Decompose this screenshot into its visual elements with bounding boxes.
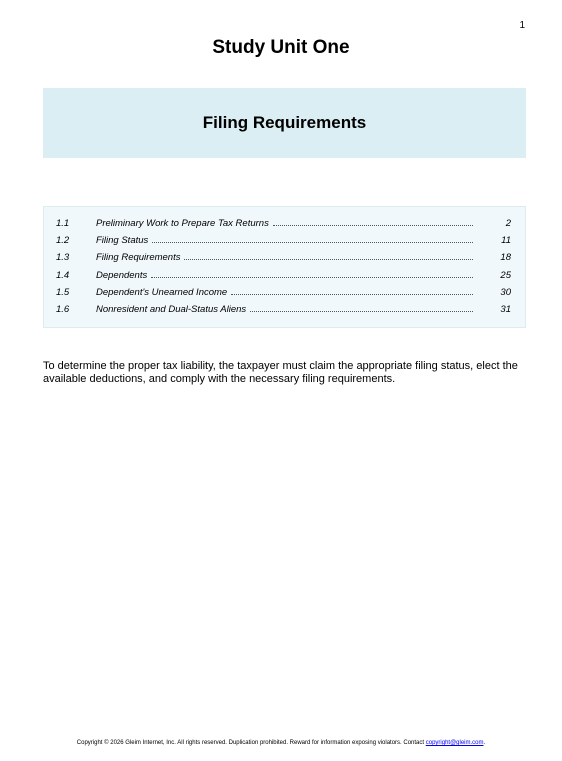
toc-title: Dependents <box>96 269 148 281</box>
intro-paragraph: To determine the proper tax liability, the taxpayer must claim the appropriate filing status, elect the available deductions, and comply with the necessary filing requirements. <box>43 360 518 385</box>
toc-number: 1.5 <box>56 286 70 298</box>
dot-leader <box>231 294 473 295</box>
toc-row[interactable] <box>44 304 525 321</box>
dot-leader <box>250 311 473 312</box>
copyright-text: Copyright © 2026 Gleim Internet, Inc. All rights reserved. Duplication prohibited. Reward for information exposing violators. Contact <box>76 740 426 746</box>
toc-page: 18 <box>500 252 511 264</box>
toc-row[interactable] <box>44 252 525 269</box>
table-of-contents <box>43 206 526 328</box>
toc-row[interactable] <box>44 235 525 252</box>
toc-title: Filing Requirements <box>96 252 181 264</box>
toc-number: 1.6 <box>56 303 70 315</box>
toc-title: Filing Status <box>96 235 149 247</box>
toc-title: Dependent's Unearned Income <box>96 286 228 298</box>
dot-leader <box>184 259 473 260</box>
banner-title: Filing Requirements <box>202 113 367 132</box>
dot-leader <box>273 225 473 226</box>
toc-number: 1.2 <box>56 235 70 247</box>
toc-page: 31 <box>500 303 511 315</box>
copyright-footer <box>0 740 562 746</box>
toc-row[interactable] <box>44 287 525 304</box>
toc-title: Nonresident and Dual-Status Aliens <box>96 303 247 315</box>
toc-row[interactable] <box>44 270 525 287</box>
toc-page: 25 <box>500 269 511 281</box>
copyright-email-link[interactable]: copyright@gleim.com <box>425 740 484 746</box>
title-banner <box>43 88 526 158</box>
dot-leader <box>152 242 473 243</box>
study-unit-title: Study Unit One <box>212 37 350 58</box>
toc-page: 2 <box>505 218 511 229</box>
toc-number: 1.3 <box>56 252 70 264</box>
toc-number: 1.1 <box>56 218 70 229</box>
toc-title: Preliminary Work to Prepare Tax Returns <box>96 218 269 229</box>
toc-row[interactable] <box>44 218 525 235</box>
dot-leader <box>151 277 473 278</box>
toc-page: 11 <box>501 235 511 247</box>
toc-number: 1.4 <box>56 269 70 281</box>
page-number: 1 <box>519 20 525 31</box>
copyright-end: . <box>483 740 486 746</box>
toc-page: 30 <box>500 286 511 298</box>
